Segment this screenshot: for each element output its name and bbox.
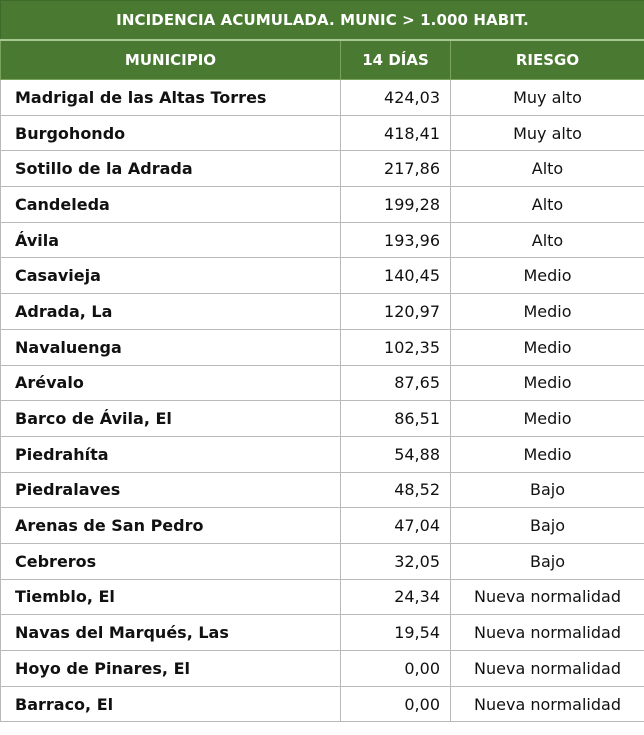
cell-municipio: Hoyo de Pinares, El: [1, 651, 341, 687]
table-row: [1, 472, 644, 508]
column-header-municipio: MUNICIPIO: [1, 40, 341, 80]
cell-14-dias: 47,04: [341, 508, 451, 544]
cell-14-dias: 87,65: [341, 365, 451, 401]
table-row: [1, 615, 644, 651]
cell-riesgo: Medio: [451, 401, 644, 437]
table-row: [1, 365, 644, 401]
cell-14-dias: 217,86: [341, 151, 451, 187]
cell-14-dias: 24,34: [341, 579, 451, 615]
cell-municipio: Tiemblo, El: [1, 579, 341, 615]
cell-riesgo: Medio: [451, 329, 644, 365]
cell-municipio: Casavieja: [1, 258, 341, 294]
table-title: INCIDENCIA ACUMULADA. MUNIC > 1.000 HABIT.: [1, 1, 644, 41]
cell-14-dias: 102,35: [341, 329, 451, 365]
table-row: [1, 579, 644, 615]
cell-riesgo: Medio: [451, 294, 644, 330]
cell-municipio: Ávila: [1, 222, 341, 258]
cell-municipio: Candeleda: [1, 187, 341, 223]
table-row: [1, 151, 644, 187]
cell-riesgo: Muy alto: [451, 115, 644, 151]
cell-riesgo: Bajo: [451, 508, 644, 544]
table-row: [1, 543, 644, 579]
table-row: [1, 401, 644, 437]
table-row: [1, 651, 644, 687]
cell-municipio: Barraco, El: [1, 686, 341, 722]
cell-riesgo: Nueva normalidad: [451, 686, 644, 722]
table-row: [1, 258, 644, 294]
table-row: [1, 222, 644, 258]
column-header-14-dias: 14 DÍAS: [341, 40, 451, 80]
cell-riesgo: Alto: [451, 187, 644, 223]
cell-14-dias: 199,28: [341, 187, 451, 223]
table-row: [1, 686, 644, 722]
cell-municipio: Barco de Ávila, El: [1, 401, 341, 437]
cell-riesgo: Medio: [451, 436, 644, 472]
cell-municipio: Burgohondo: [1, 115, 341, 151]
cell-14-dias: 193,96: [341, 222, 451, 258]
cell-municipio: Piedrahíta: [1, 436, 341, 472]
table-row: [1, 329, 644, 365]
table-row: [1, 80, 644, 116]
column-header-row: [1, 40, 644, 80]
cell-riesgo: Medio: [451, 258, 644, 294]
cell-14-dias: 418,41: [341, 115, 451, 151]
table-title-row: [1, 1, 644, 41]
cell-riesgo: Nueva normalidad: [451, 579, 644, 615]
cell-municipio: Sotillo de la Adrada: [1, 151, 341, 187]
cell-municipio: Adrada, La: [1, 294, 341, 330]
cell-14-dias: 86,51: [341, 401, 451, 437]
cell-riesgo: Nueva normalidad: [451, 615, 644, 651]
cell-14-dias: 32,05: [341, 543, 451, 579]
cell-14-dias: 424,03: [341, 80, 451, 116]
cell-municipio: Navaluenga: [1, 329, 341, 365]
cell-municipio: Navas del Marqués, Las: [1, 615, 341, 651]
table-row: [1, 508, 644, 544]
table-row: [1, 115, 644, 151]
cell-14-dias: 0,00: [341, 686, 451, 722]
table-row: [1, 187, 644, 223]
table-row: [1, 436, 644, 472]
cell-14-dias: 54,88: [341, 436, 451, 472]
cell-riesgo: Medio: [451, 365, 644, 401]
cell-riesgo: Bajo: [451, 472, 644, 508]
cell-14-dias: 19,54: [341, 615, 451, 651]
cell-14-dias: 48,52: [341, 472, 451, 508]
cell-riesgo: Alto: [451, 151, 644, 187]
column-header-riesgo: RIESGO: [451, 40, 644, 80]
cell-14-dias: 140,45: [341, 258, 451, 294]
cell-14-dias: 120,97: [341, 294, 451, 330]
cell-municipio: Madrigal de las Altas Torres: [1, 80, 341, 116]
cell-municipio: Cebreros: [1, 543, 341, 579]
cell-riesgo: Alto: [451, 222, 644, 258]
cell-municipio: Arévalo: [1, 365, 341, 401]
cell-riesgo: Bajo: [451, 543, 644, 579]
table-row: [1, 294, 644, 330]
cell-municipio: Arenas de San Pedro: [1, 508, 341, 544]
cell-14-dias: 0,00: [341, 651, 451, 687]
cell-riesgo: Muy alto: [451, 80, 644, 116]
cell-riesgo: Nueva normalidad: [451, 651, 644, 687]
cell-municipio: Piedralaves: [1, 472, 341, 508]
